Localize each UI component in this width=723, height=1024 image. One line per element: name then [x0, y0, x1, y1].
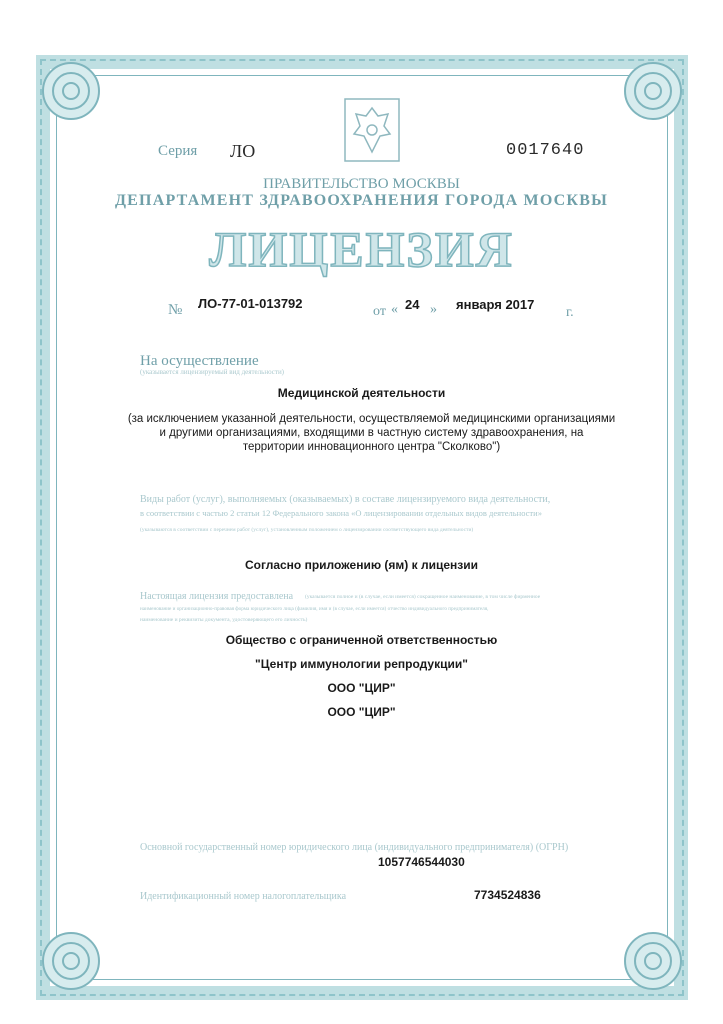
works-value: Согласно приложению (ям) к лицензии — [245, 558, 478, 572]
license-number: ЛО-77-01-013792 — [198, 296, 303, 311]
activity-label: На осуществление — [140, 353, 259, 369]
activity-exclusion-line: территории инновационного центра "Сколково") — [242, 441, 501, 453]
license-number-label: № — [168, 302, 183, 318]
license-month-year: января 2017 — [456, 297, 535, 312]
holder-label-line: наименование и организационно-правовая форма юридического лица (фамилия, имя и (в случае, если имеется) отчество индивидуального предпринимателя, — [140, 606, 489, 612]
holder-full-name: Общество с ограниченной ответственностью — [225, 633, 498, 647]
activity-exclusion-line: и другими организациями, входящими в частную систему здравоохранения, на — [159, 427, 584, 439]
form-number: 0017640 — [506, 141, 585, 160]
coat-of-arms-icon — [344, 98, 400, 162]
quote-open: « — [391, 302, 398, 317]
activity-exclusion-line: (за исключением указанной деятельности, осуществляемой медицинскими организациями — [127, 413, 616, 425]
license-day: 24 — [405, 297, 420, 312]
department-name: ДЕПАРТАМЕНТ ЗДРАВООХРАНЕНИЯ ГОРОДА МОСКВЫ — [114, 192, 609, 209]
series-value: ЛО — [230, 141, 256, 161]
document-title: ЛИЦЕНЗИЯ — [209, 221, 514, 277]
holder-label-rest: (указывается полное и (в случае, если имеется) сокращенное наименование, в том числе фирменное — [305, 594, 541, 600]
holder-label-line: наименование и реквизиты документа, удостоверяющего его личность) — [140, 617, 308, 623]
corner-rosette-icon — [40, 930, 102, 992]
holder-short-name: ООО "ЦИР" — [327, 705, 396, 719]
works-label-line: в соответствии с частью 2 статьи 12 Федерального закона «О лицензировании отдельных видов деятельности» — [140, 508, 542, 518]
holder-label-lead: Настоящая лицензия предоставлена — [140, 591, 294, 602]
works-label-line: Виды работ (услуг), выполняемых (оказываемых) в составе лицензируемого вида деятельности, — [140, 494, 551, 505]
activity-sublabel: (указывается лицензируемый вид деятельности) — [140, 368, 285, 376]
year-suffix: г. — [566, 305, 574, 320]
corner-rosette-icon — [40, 60, 102, 122]
quote-close: » — [430, 302, 437, 317]
corner-rosette-icon — [622, 60, 684, 122]
works-label-line: (указываются в соответствии с перечнем работ (услуг), установленным положением о лицензировании соответствующего вида деятельности) — [140, 527, 474, 533]
ogrn-value: 1057746544030 — [378, 855, 465, 869]
holder-short-name: ООО "ЦИР" — [327, 681, 396, 695]
inn-value: 7734524836 — [474, 888, 541, 902]
activity-name: Медицинской деятельности — [277, 386, 446, 400]
holder-full-name: "Центр иммунологии репродукции" — [255, 657, 468, 671]
government-name: ПРАВИТЕЛЬСТВО МОСКВЫ — [263, 176, 460, 192]
date-from-label: от — [373, 304, 386, 319]
series-label: Серия — [158, 143, 198, 159]
corner-rosette-icon — [622, 930, 684, 992]
ogrn-label: Основной государственный номер юридического лица (индивидуального предпринимателя) (ОГРН) — [140, 842, 569, 853]
inn-label: Идентификационный номер налогоплательщика — [140, 891, 347, 902]
